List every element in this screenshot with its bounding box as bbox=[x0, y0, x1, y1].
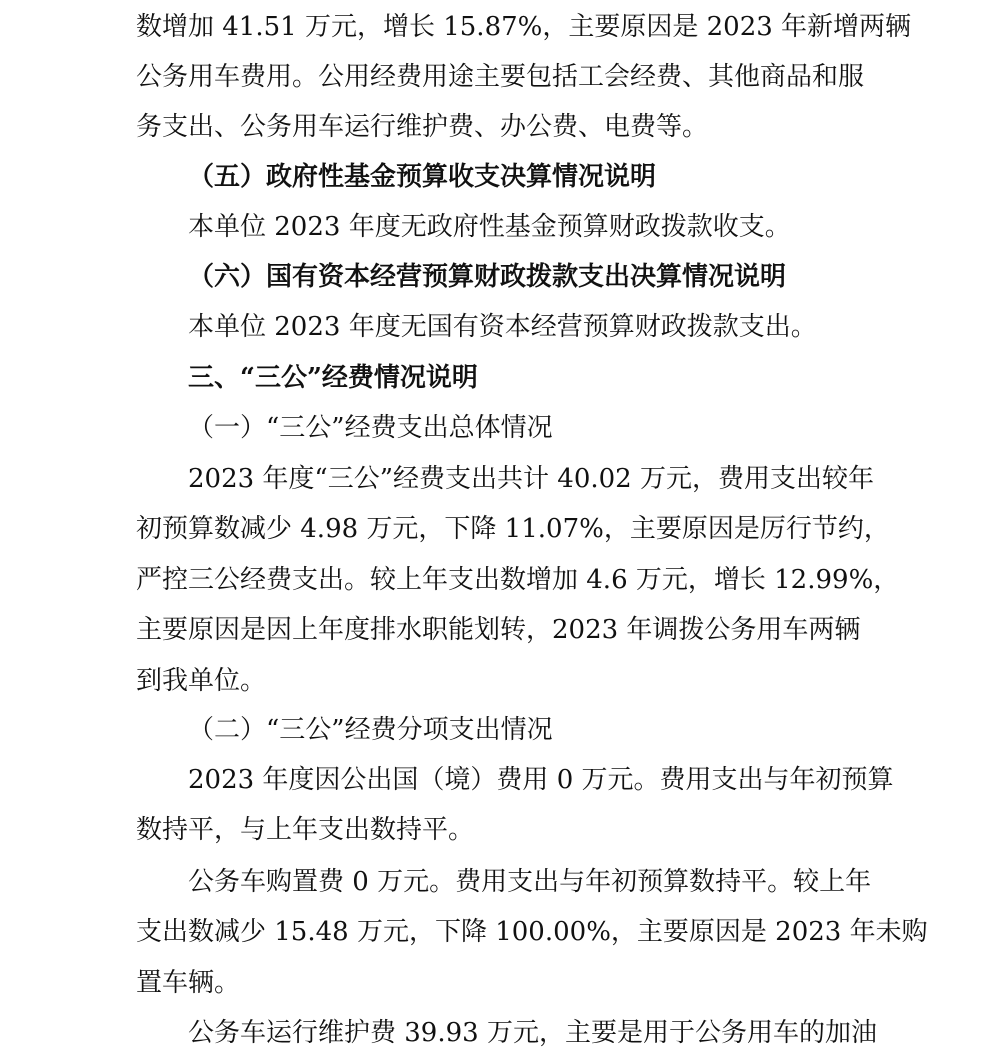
paragraph-line-13: 主要原因是因上年度排水职能划转，2023 年调拨公务用车两辆 bbox=[136, 615, 861, 645]
paragraph-line-16: 2023 年度因公出国（境）费用 0 万元。费用支出与年初预算 bbox=[188, 765, 894, 795]
subsection-heading-1: （一）“三公”经费支出总体情况 bbox=[188, 413, 553, 443]
chapter-heading-3: 三、“三公”经费情况说明 bbox=[188, 363, 478, 393]
paragraph-line-14: 到我单位。 bbox=[136, 666, 267, 696]
paragraph-line-5: 本单位 2023 年度无政府性基金预算财政拨款收支。 bbox=[188, 212, 791, 242]
section-heading-5: （五）政府性基金预算收支决算情况说明 bbox=[188, 162, 657, 192]
section-heading-6: （六）国有资本经营预算财政拨款支出决算情况说明 bbox=[188, 262, 787, 292]
paragraph-line-2: 公务用车费用。公用经费用途主要包括工会经费、其他商品和服 bbox=[136, 62, 865, 92]
paragraph-line-11: 初预算数减少 4.98 万元，下降 11.07%，主要原因是厉行节约， bbox=[136, 514, 890, 544]
paragraph-line-17: 数持平，与上年支出数持平。 bbox=[136, 815, 475, 845]
subsection-heading-2: （二）“三公”经费分项支出情况 bbox=[188, 715, 553, 745]
paragraph-line-18: 公务车购置费 0 万元。费用支出与年初预算数持平。较上年 bbox=[188, 867, 872, 897]
paragraph-line-10: 2023 年度“三公”经费支出共计 40.02 万元，费用支出较年 bbox=[188, 464, 874, 494]
paragraph-line-12: 严控三公经费支出。较上年支出数增加 4.6 万元，增长 12.99%， bbox=[136, 565, 900, 595]
paragraph-line-21: 公务车运行维护费 39.93 万元，主要是用于公务用车的加油 bbox=[188, 1018, 877, 1048]
paragraph-line-20: 置车辆。 bbox=[136, 968, 241, 998]
paragraph-line-19: 支出数减少 15.48 万元，下降 100.00%，主要原因是 2023 年未购 bbox=[136, 917, 928, 947]
paragraph-line-3: 务支出、公务用车运行维护费、办公费、电费等。 bbox=[136, 112, 709, 142]
paragraph-line-1: 数增加 41.51 万元，增长 15.87%，主要原因是 2023 年新增两辆 bbox=[136, 12, 912, 42]
paragraph-line-7: 本单位 2023 年度无国有资本经营预算财政拨款支出。 bbox=[188, 312, 817, 342]
